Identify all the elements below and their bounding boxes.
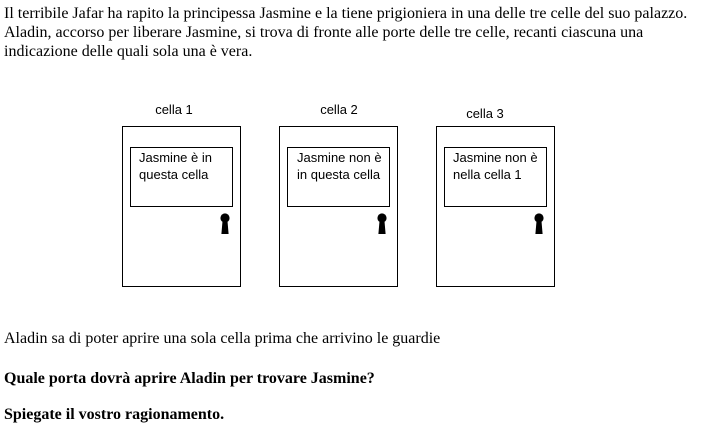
cell-1-sign: Jasmine è in questa cella (130, 147, 233, 207)
cell-3-door (436, 126, 555, 287)
cell-2-door (279, 126, 398, 287)
cell-3-sign: Jasmine non è nella cella 1 (444, 147, 547, 207)
cell-1-door (122, 126, 241, 287)
instruction-text: Spiegate il vostro ragionamento. (4, 406, 225, 423)
cell-3-keyhole-icon (533, 212, 545, 236)
intro-text (4, 4, 718, 61)
question-text: Quale porta dovrà aprire Aladin per trovare Jasmine? (4, 370, 375, 387)
cell-3-label: cella 3 (466, 106, 504, 121)
cell-1-label: cella 1 (155, 102, 193, 117)
intro-paragraph-1: Il terribile Jafar ha rapito la principessa Jasmine e la tiene prigioniera in una delle tre celle del suo palazzo. (4, 5, 688, 22)
guards-note: Aladin sa di poter aprire una sola cella prima che arrivino le guardie (4, 330, 441, 347)
cell-2-sign: Jasmine non è in questa cella (287, 147, 390, 207)
cell-2-label: cella 2 (320, 102, 358, 117)
intro-paragraph-2: Aladin, accorso per liberare Jasmine, si trova di fronte alle porte delle tre celle, recanti ciascuna una indicazione delle quali sola una è vera. (4, 24, 644, 60)
cell-2-keyhole-icon (376, 212, 388, 236)
cell-1-keyhole-icon (219, 212, 231, 236)
